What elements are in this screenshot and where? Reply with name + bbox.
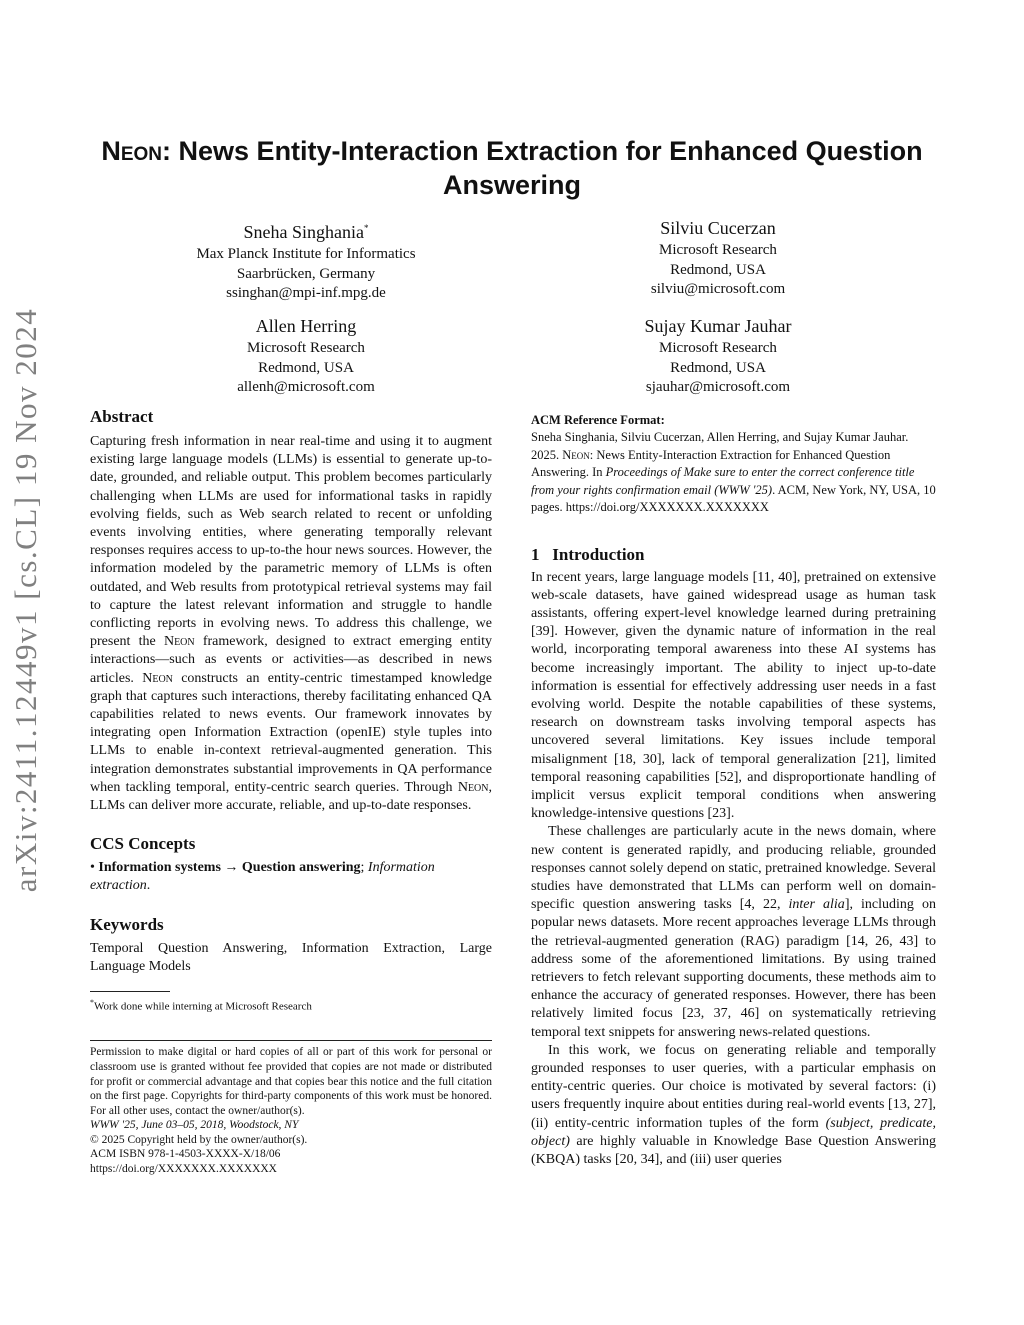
author-location: Saarbrücken, Germany [236, 265, 376, 282]
ccs-concepts: • Information systems → Question answering; Information extraction. [90, 860, 435, 894]
author-location: Redmond, USA [258, 359, 354, 376]
system-name: Neon [142, 670, 173, 686]
author-affiliation: Microsoft Research [247, 340, 365, 356]
abstract-heading: Abstract [90, 407, 154, 426]
system-name: Neon [163, 634, 195, 650]
acm-ref-heading: ACM Reference Format: [531, 413, 665, 427]
title-rest: : News Entity-Interaction Extraction for Enhanced Question Answering [162, 136, 923, 200]
abstract-text: Capturing fresh information in near real-time and using it to augment existing large language models (LLMs) is essential to generate up-to-date, grounded, and reliable output. This problem becomes particularly challenging when LLMs are used for informational tasks in rapidly evolving fields, such as Web search related to recent or unfolding events involving entities, where generating temporally relevant responses requires access to up-to-the hour news sources. However, the information modeled by the parametric memory of LLMs is often outdated, and Web results from prototypical retrieval systems may fail to capture the latest relevant information and struggle to handle conflicting reports in evolving news. To address this challenge, we present the Neon framework, designed to extract emerging entity interactions—such as events or activities—as described in news articles. Neon constructs an entity-centric timestamped knowledge graph that captures such interactions, thereby facilitating enhanced QA capabilities related to news events. Our framework innovates by integrating open Information Extraction (openIE) style tuples into LLMs to enable in-context retrieval-augmented generation. This integration demonstrates substantial improvements in QA performance when tackling temporal, entity-centric search queries. Through Neon, LLMs can deliver more accurate, reliable, and up-to-date responses. [90, 434, 493, 814]
left-column [90, 406, 492, 1177]
intro-paragraph: These challenges are particularly acute in the news domain, where new content is generated rapidly, and producing reliable, grounded responses cannot solely depend on static, pretrained knowledge. Several studies have demonstrated that LLMs can perform well on domain-specific question answering tasks [4, 22, inter alia], including on popular news datasets. More recent approaches leverage LLMs through the retrieval-augmented generation (RAG) paradigm [14, 26, 43] to address some of the aforementioned limitations. By using trained retrievers to fetch relevant supporting documents, these methods aim to enhance the accuracy of generated responses. However, there has been relatively limited focus [23, 37, 46] on systematically retrieving temporal text snippets for answering news-related questions. [531, 824, 936, 1040]
author-block [156, 216, 456, 304]
author-email: ssinghan@mpi-inf.mpg.de [226, 285, 386, 301]
title-system-name: Neon [101, 136, 163, 166]
author-email: sjauhar@microsoft.com [645, 379, 791, 395]
intro-heading: 1 Introduction [531, 544, 645, 564]
system-name: Neon [457, 779, 489, 795]
author-email: allenh@microsoft.com [237, 379, 375, 395]
author-block [568, 314, 868, 398]
author-name: Silviu Cucerzan [660, 218, 776, 238]
acm-ref-text: Sneha Singhania, Silviu Cucerzan, Allen Herring, and Sujay Kumar Jauhar. 2025. Neon: News Entity-Interaction Extraction for Enhanced Question Answering. In Proceedings of Make sure to enter the correct conference title from your rights confirmation email (WWW '25). ACM, New York, NY, USA, 10 pages. https://doi.org/XXXXXXX.XXXXXXX [531, 430, 936, 514]
author-affiliation: Max Planck Institute for Informatics [196, 246, 416, 262]
footnote-rule [90, 991, 170, 992]
author-name: Sujay Kumar Jauhar [644, 316, 792, 336]
author-email: silviu@microsoft.com [650, 281, 786, 297]
author-location: Redmond, USA [670, 359, 766, 376]
right-column [531, 406, 936, 1169]
footnote: *Work done while interning at Microsoft Research [90, 998, 312, 1013]
paper-title [60, 134, 964, 202]
keywords-text: Temporal Question Answering, Information Extraction, Large Language Models [90, 940, 492, 974]
author-name: Sneha Singhania [243, 222, 364, 242]
author-affiliation: Microsoft Research [659, 340, 777, 356]
author-block [568, 216, 868, 300]
permission-block: Permission to make digital or hard copies of all or part of this work for personal or classroom use is granted without fee provided that copies are not made or distributed for profit or commercial advantage and that copies bear this notice and the full citation on the first page. Copyrights for third-party components of this work must be honored. For all other uses, contact the owner/author(s). WWW '25, June 03–05, 2018, Woodstock, NY © 2025 Copyright held by the owner/author(s). ACM ISBN 978-1-4503-XXXX-X/18/06 https://doi.org/XXXXXXX.XXXXXXX [90, 1046, 492, 1176]
author-name: Allen Herring [255, 316, 357, 336]
author-block [156, 314, 456, 398]
permission-rule [90, 1040, 492, 1041]
author-footnote-mark: * [363, 223, 369, 233]
intro-paragraph: In this work, we focus on generating reliable and temporally grounded responses to user queries, with a particular emphasis on entity-centric queries. Our choice is motivated by several factors: (i) users frequently inquire about entities during real-world events [13, 27], (ii) entity-centric information tuples of the form (subject, predicate, object) are highly valuable in Knowledge Base Question Answering (KBQA) tasks [20, 34], and (iii) user queries [531, 1042, 937, 1167]
ccs-heading: CCS Concepts [90, 834, 196, 854]
author-location: Redmond, USA [670, 261, 766, 278]
author-affiliation: Microsoft Research [659, 242, 777, 258]
keywords-heading: Keywords [90, 914, 164, 934]
intro-paragraph: In recent years, large language models [11, 40], pretrained on extensive web-scale datasets, have gained widespread usage as human task assistants, offering expert-level knowledge learned during pretraining [39]. However, given the dynamic nature of information in the real world, incorporating temporal awareness into these AI systems has become increasingly important. The ability to inject up-to-date information is essential for effectively addressing user needs in a fast evolving world. Despite the notable capabilities of these systems, research on downstream tasks involving temporal aspects has uncovered several limitations. Key issues include temporal misalignment [18, 30], lack of temporal generalization [21], limited temporal reasoning capabilities [52], and disproportionate handling of implicit versus explicit temporal conditions when answering knowledge-intensive questions [23]. [531, 569, 936, 822]
